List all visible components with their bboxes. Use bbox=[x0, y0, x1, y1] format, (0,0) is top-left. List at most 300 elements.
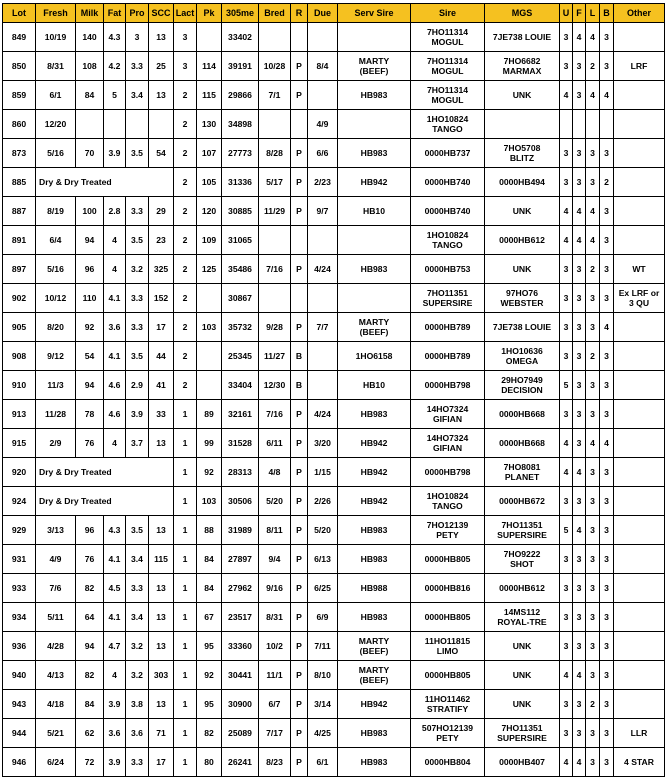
cell-lot: 944 bbox=[3, 719, 36, 748]
cell-serv-sire-line: HB942 bbox=[360, 495, 388, 506]
cell-b: 3 bbox=[600, 400, 614, 429]
cell-sire bbox=[411, 516, 485, 545]
cell-l: 3 bbox=[586, 168, 600, 197]
cell-l: 3 bbox=[586, 719, 600, 748]
cell-sire-line: MOGUL bbox=[431, 66, 464, 76]
cell-lact: 2 bbox=[174, 255, 197, 284]
table-row bbox=[3, 429, 665, 458]
cell-sire-line: GIFIAN bbox=[432, 443, 463, 453]
cell-milk: 82 bbox=[76, 661, 104, 690]
cell-due: 8/4 bbox=[308, 52, 338, 81]
cell-lot: 936 bbox=[3, 632, 36, 661]
cell-other bbox=[614, 516, 665, 545]
cell-sire bbox=[411, 139, 485, 168]
cell-r: P bbox=[291, 603, 308, 632]
cell-serv-sire bbox=[338, 574, 411, 603]
cell-bred: 8/11 bbox=[259, 516, 291, 545]
cell-me305: 25345 bbox=[222, 342, 259, 371]
cell-u: 3 bbox=[560, 284, 573, 313]
cell-sire-line: MOGUL bbox=[431, 95, 464, 105]
cell-lact: 3 bbox=[174, 23, 197, 52]
cell-b: 3 bbox=[600, 632, 614, 661]
cell-mgs-line: 0000HB612 bbox=[499, 234, 545, 245]
cell-r: P bbox=[291, 458, 308, 487]
cell-mgs bbox=[485, 342, 560, 371]
cell-r: P bbox=[291, 748, 308, 777]
cell-me305: 30900 bbox=[222, 690, 259, 719]
cell-milk: 96 bbox=[76, 255, 104, 284]
cell-mgs bbox=[485, 458, 560, 487]
cell-mgs-line: 7JE738 LOUIE bbox=[492, 321, 552, 332]
column-header: Pro bbox=[126, 4, 149, 23]
cell-u: 3 bbox=[560, 168, 573, 197]
cell-sire bbox=[411, 284, 485, 313]
cell-serv-sire-line: HB942 bbox=[360, 176, 388, 187]
header-row bbox=[3, 4, 665, 23]
column-header: Sire bbox=[411, 4, 485, 23]
cell-bred bbox=[259, 23, 291, 52]
cell-serv-sire bbox=[338, 516, 411, 545]
cell-serv-sire-line: HB983 bbox=[360, 147, 388, 158]
cell-me305: 34898 bbox=[222, 110, 259, 139]
cell-sire-line: SUPERSIRE bbox=[422, 298, 473, 308]
cell-l bbox=[586, 110, 600, 139]
cell-lot: 859 bbox=[3, 81, 36, 110]
cell-pk: 130 bbox=[197, 110, 222, 139]
cell-l: 3 bbox=[586, 313, 600, 342]
cell-mgs bbox=[485, 23, 560, 52]
cell-l: 3 bbox=[586, 371, 600, 400]
cell-serv-sire bbox=[338, 661, 411, 690]
cell-other bbox=[614, 371, 665, 400]
cell-pk: 103 bbox=[197, 487, 222, 516]
cell-f: 3 bbox=[573, 168, 586, 197]
cell-mgs-line: 0000HB668 bbox=[499, 408, 545, 419]
cell-fresh: 10/19 bbox=[36, 23, 76, 52]
cell-due bbox=[308, 284, 338, 313]
cell-fresh: 11/28 bbox=[36, 400, 76, 429]
cell-b: 4 bbox=[600, 429, 614, 458]
cell-sire bbox=[411, 458, 485, 487]
cell-mgs-line: UNK bbox=[512, 263, 532, 274]
cell-pk bbox=[197, 284, 222, 313]
cell-sire-line: 0000HB737 bbox=[424, 147, 471, 158]
cell-u: 4 bbox=[560, 661, 573, 690]
cell-milk: 78 bbox=[76, 400, 104, 429]
table-row bbox=[3, 632, 665, 661]
cell-mgs-line: 7HO8081 bbox=[503, 461, 541, 472]
cell-sire-line: TANGO bbox=[432, 240, 463, 250]
table-row bbox=[3, 139, 665, 168]
column-header: Milk bbox=[76, 4, 104, 23]
cell-me305: 30867 bbox=[222, 284, 259, 313]
cell-due: 7/7 bbox=[308, 313, 338, 342]
cell-sire-line: 11HO11462 bbox=[424, 693, 471, 704]
cell-other bbox=[614, 23, 665, 52]
cell-pro: 3.5 bbox=[126, 139, 149, 168]
cell-f: 3 bbox=[573, 487, 586, 516]
cell-r bbox=[291, 110, 308, 139]
cell-u: 3 bbox=[560, 690, 573, 719]
cell-serv-sire-line: HB983 bbox=[360, 611, 388, 622]
cell-mgs-line: DECISION bbox=[501, 385, 543, 395]
table-row bbox=[3, 255, 665, 284]
cell-due: 3/14 bbox=[308, 690, 338, 719]
cell-u: 3 bbox=[560, 313, 573, 342]
cell-sire bbox=[411, 52, 485, 81]
cell-sire-line: 0000HB740 bbox=[424, 176, 471, 187]
cell-lact: 2 bbox=[174, 313, 197, 342]
cell-bred bbox=[259, 110, 291, 139]
column-header: Pk bbox=[197, 4, 222, 23]
cell-serv-sire-line: (BEEF) bbox=[359, 646, 389, 656]
cell-fresh: Dry & Dry Treated bbox=[36, 458, 174, 487]
cell-b: 2 bbox=[600, 168, 614, 197]
cell-sire bbox=[411, 168, 485, 197]
cell-mgs-line: BLITZ bbox=[509, 153, 535, 163]
cell-u bbox=[560, 110, 573, 139]
table-row bbox=[3, 719, 665, 748]
cell-b: 3 bbox=[600, 458, 614, 487]
table-row bbox=[3, 52, 665, 81]
cell-other-line: 3 QU bbox=[628, 298, 650, 308]
table-row bbox=[3, 110, 665, 139]
cell-sire bbox=[411, 400, 485, 429]
cell-sire-line: 0000HB804 bbox=[424, 756, 471, 767]
cell-b: 3 bbox=[600, 226, 614, 255]
cell-serv-sire bbox=[338, 313, 411, 342]
cell-r: P bbox=[291, 516, 308, 545]
cell-f: 3 bbox=[573, 400, 586, 429]
table-row bbox=[3, 458, 665, 487]
cell-pk: 114 bbox=[197, 52, 222, 81]
cell-other bbox=[614, 690, 665, 719]
cell-fat: 4 bbox=[104, 661, 126, 690]
cell-lot: 946 bbox=[3, 748, 36, 777]
cell-serv-sire-line: MARTY bbox=[358, 55, 390, 66]
cell-sire-line: 14HO7324 bbox=[426, 403, 469, 414]
table-row bbox=[3, 313, 665, 342]
cell-fresh: 8/20 bbox=[36, 313, 76, 342]
cell-due: 5/20 bbox=[308, 516, 338, 545]
cell-pk: 115 bbox=[197, 81, 222, 110]
cell-b: 3 bbox=[600, 661, 614, 690]
cell-mgs bbox=[485, 661, 560, 690]
table-row bbox=[3, 487, 665, 516]
cell-milk: 54 bbox=[76, 342, 104, 371]
cell-u: 3 bbox=[560, 487, 573, 516]
cell-r: B bbox=[291, 342, 308, 371]
cell-u: 3 bbox=[560, 139, 573, 168]
cell-b: 3 bbox=[600, 603, 614, 632]
cell-u: 3 bbox=[560, 52, 573, 81]
cell-other bbox=[614, 81, 665, 110]
cell-u: 4 bbox=[560, 458, 573, 487]
cell-other bbox=[614, 429, 665, 458]
cell-mgs-line: 0000HB672 bbox=[499, 495, 545, 506]
cell-sire-line: 7HO11314 bbox=[426, 26, 469, 37]
cell-mgs bbox=[485, 632, 560, 661]
cell-mgs-line: 0000HB407 bbox=[499, 756, 545, 767]
cell-sire bbox=[411, 719, 485, 748]
cell-sire bbox=[411, 23, 485, 52]
cell-sire bbox=[411, 574, 485, 603]
cell-mgs bbox=[485, 748, 560, 777]
cell-due bbox=[308, 226, 338, 255]
cell-r: P bbox=[291, 719, 308, 748]
cell-fresh: 5/11 bbox=[36, 603, 76, 632]
cell-pk: 67 bbox=[197, 603, 222, 632]
table-row bbox=[3, 545, 665, 574]
cell-sire bbox=[411, 661, 485, 690]
cell-pro: 3.3 bbox=[126, 313, 149, 342]
cell-other bbox=[614, 342, 665, 371]
cell-u: 3 bbox=[560, 400, 573, 429]
cell-b: 3 bbox=[600, 139, 614, 168]
cell-fresh: 6/1 bbox=[36, 81, 76, 110]
cell-sire-line: 0000HB816 bbox=[424, 582, 471, 593]
cell-me305: 35732 bbox=[222, 313, 259, 342]
cell-u: 4 bbox=[560, 226, 573, 255]
cell-lact: 1 bbox=[174, 487, 197, 516]
cell-pk: 103 bbox=[197, 313, 222, 342]
cell-lot: 934 bbox=[3, 603, 36, 632]
cell-fresh: 11/3 bbox=[36, 371, 76, 400]
cell-pro: 3 bbox=[126, 23, 149, 52]
cell-pk: 109 bbox=[197, 226, 222, 255]
cell-mgs-line: UNK bbox=[512, 205, 532, 216]
cell-l: 3 bbox=[586, 139, 600, 168]
cell-pro: 3.3 bbox=[126, 52, 149, 81]
cell-b: 3 bbox=[600, 197, 614, 226]
cell-due: 2/23 bbox=[308, 168, 338, 197]
cell-other-line: 4 STAR bbox=[624, 756, 654, 767]
cell-lact: 1 bbox=[174, 516, 197, 545]
cell-serv-sire-line: (BEEF) bbox=[359, 66, 389, 76]
cell-fat: 4.6 bbox=[104, 371, 126, 400]
cell-lact: 1 bbox=[174, 458, 197, 487]
cell-pro: 3.5 bbox=[126, 226, 149, 255]
cell-r: P bbox=[291, 139, 308, 168]
cell-f: 3 bbox=[573, 371, 586, 400]
table-row bbox=[3, 661, 665, 690]
cell-r: P bbox=[291, 632, 308, 661]
cell-milk: 72 bbox=[76, 748, 104, 777]
cell-mgs-line: UNK bbox=[512, 698, 532, 709]
table-row bbox=[3, 748, 665, 777]
cell-mgs bbox=[485, 545, 560, 574]
cell-me305: 27773 bbox=[222, 139, 259, 168]
cell-lact: 1 bbox=[174, 429, 197, 458]
cell-b: 3 bbox=[600, 748, 614, 777]
cell-bred: 8/23 bbox=[259, 748, 291, 777]
cell-lact: 1 bbox=[174, 690, 197, 719]
cell-r: P bbox=[291, 52, 308, 81]
cell-u: 4 bbox=[560, 197, 573, 226]
cell-pk: 99 bbox=[197, 429, 222, 458]
cell-scc: 13 bbox=[149, 603, 174, 632]
cell-serv-sire-line: HB983 bbox=[360, 524, 388, 535]
cell-lot: 850 bbox=[3, 52, 36, 81]
cell-me305: 33404 bbox=[222, 371, 259, 400]
cell-sire-line: 11HO11815 bbox=[424, 635, 471, 646]
column-header: MGS bbox=[485, 4, 560, 23]
cell-due: 3/20 bbox=[308, 429, 338, 458]
cell-due bbox=[308, 342, 338, 371]
cell-lact: 1 bbox=[174, 719, 197, 748]
cell-due bbox=[308, 81, 338, 110]
cell-r bbox=[291, 23, 308, 52]
cell-r: P bbox=[291, 168, 308, 197]
cell-lact: 2 bbox=[174, 81, 197, 110]
cell-other bbox=[614, 197, 665, 226]
cell-pk: 105 bbox=[197, 168, 222, 197]
cell-r: P bbox=[291, 487, 308, 516]
cell-fat: 3.9 bbox=[104, 748, 126, 777]
cell-serv-sire bbox=[338, 226, 411, 255]
cell-mgs bbox=[485, 603, 560, 632]
cell-fresh: 4/9 bbox=[36, 545, 76, 574]
cell-sire-line: 1HO10824 bbox=[426, 229, 469, 240]
cell-pro: 3.2 bbox=[126, 632, 149, 661]
cell-mgs-line: UNK bbox=[512, 89, 532, 100]
cell-r: P bbox=[291, 429, 308, 458]
cell-lot: 887 bbox=[3, 197, 36, 226]
cell-b: 3 bbox=[600, 23, 614, 52]
cell-serv-sire-line: HB983 bbox=[360, 89, 388, 100]
cell-lot: 885 bbox=[3, 168, 36, 197]
cell-other bbox=[614, 545, 665, 574]
cell-scc: 13 bbox=[149, 516, 174, 545]
cell-scc: 29 bbox=[149, 197, 174, 226]
cell-serv-sire-line: (BEEF) bbox=[359, 675, 389, 685]
cell-mgs bbox=[485, 371, 560, 400]
cell-u: 3 bbox=[560, 23, 573, 52]
cell-serv-sire bbox=[338, 603, 411, 632]
cell-fat: 3.6 bbox=[104, 719, 126, 748]
cell-scc: 71 bbox=[149, 719, 174, 748]
cell-f: 3 bbox=[573, 574, 586, 603]
cell-fat: 4 bbox=[104, 226, 126, 255]
cell-scc: 115 bbox=[149, 545, 174, 574]
cell-scc: 13 bbox=[149, 81, 174, 110]
cell-sire bbox=[411, 603, 485, 632]
cell-sire-line: 14HO7324 bbox=[426, 432, 469, 443]
cell-l: 3 bbox=[586, 487, 600, 516]
cell-mgs-line: WEBSTER bbox=[500, 298, 544, 308]
cell-bred: 9/4 bbox=[259, 545, 291, 574]
cell-pk: 84 bbox=[197, 545, 222, 574]
cell-mgs-line: MARMAX bbox=[502, 66, 542, 76]
cell-fresh: 3/13 bbox=[36, 516, 76, 545]
table-row bbox=[3, 516, 665, 545]
cell-me305: 31528 bbox=[222, 429, 259, 458]
cell-mgs-line: UNK bbox=[512, 640, 532, 651]
cell-scc: 325 bbox=[149, 255, 174, 284]
cell-fresh: 6/4 bbox=[36, 226, 76, 255]
cell-sire-line: 0000HB805 bbox=[424, 669, 471, 680]
cell-lot: 908 bbox=[3, 342, 36, 371]
cell-b: 3 bbox=[600, 342, 614, 371]
cell-r: P bbox=[291, 661, 308, 690]
cell-due: 2/26 bbox=[308, 487, 338, 516]
cell-milk: 62 bbox=[76, 719, 104, 748]
cell-due: 6/13 bbox=[308, 545, 338, 574]
cell-scc: 33 bbox=[149, 400, 174, 429]
cell-fresh: 8/19 bbox=[36, 197, 76, 226]
column-header: U bbox=[560, 4, 573, 23]
cell-f: 4 bbox=[573, 226, 586, 255]
cell-r: P bbox=[291, 81, 308, 110]
cell-fresh: 4/28 bbox=[36, 632, 76, 661]
cell-r: P bbox=[291, 255, 308, 284]
cell-fat: 3.9 bbox=[104, 139, 126, 168]
cell-due: 8/10 bbox=[308, 661, 338, 690]
cell-lact: 1 bbox=[174, 748, 197, 777]
column-header: Lot bbox=[3, 4, 36, 23]
cell-sire-line: 1HO10824 bbox=[426, 113, 469, 124]
cell-milk: 82 bbox=[76, 574, 104, 603]
cell-fresh: 6/24 bbox=[36, 748, 76, 777]
cell-bred: 7/17 bbox=[259, 719, 291, 748]
cell-f: 3 bbox=[573, 429, 586, 458]
cell-fat: 4.1 bbox=[104, 342, 126, 371]
cell-mgs-line: 1HO10636 bbox=[501, 345, 543, 356]
cell-bred bbox=[259, 284, 291, 313]
table-row bbox=[3, 574, 665, 603]
cell-pro: 3.6 bbox=[126, 719, 149, 748]
cell-f: 4 bbox=[573, 23, 586, 52]
cell-fresh: 4/18 bbox=[36, 690, 76, 719]
table-row bbox=[3, 371, 665, 400]
column-header: Other bbox=[614, 4, 665, 23]
cell-lact: 1 bbox=[174, 574, 197, 603]
cell-bred: 5/17 bbox=[259, 168, 291, 197]
cell-f: 4 bbox=[573, 748, 586, 777]
cell-lot: 891 bbox=[3, 226, 36, 255]
cell-pro: 2.9 bbox=[126, 371, 149, 400]
cell-me305: 39191 bbox=[222, 52, 259, 81]
cell-pro: 3.3 bbox=[126, 748, 149, 777]
cell-pro: 3.5 bbox=[126, 342, 149, 371]
cell-l: 2 bbox=[586, 52, 600, 81]
cell-lact: 2 bbox=[174, 226, 197, 255]
cell-f bbox=[573, 110, 586, 139]
cell-other bbox=[614, 748, 665, 777]
cell-l: 2 bbox=[586, 690, 600, 719]
cell-lact: 3 bbox=[174, 52, 197, 81]
cell-me305: 33360 bbox=[222, 632, 259, 661]
cell-f: 3 bbox=[573, 545, 586, 574]
cell-fresh: Dry & Dry Treated bbox=[36, 487, 174, 516]
cell-sire-line: STRATIFY bbox=[426, 704, 469, 714]
cell-pro: 3.3 bbox=[126, 284, 149, 313]
cell-lot: 931 bbox=[3, 545, 36, 574]
cell-mgs bbox=[485, 313, 560, 342]
cell-f: 3 bbox=[573, 284, 586, 313]
cell-me305: 32161 bbox=[222, 400, 259, 429]
cell-serv-sire bbox=[338, 255, 411, 284]
cell-pro: 3.2 bbox=[126, 661, 149, 690]
cell-f: 3 bbox=[573, 81, 586, 110]
cell-fresh: 5/16 bbox=[36, 139, 76, 168]
cell-milk: 94 bbox=[76, 632, 104, 661]
cell-fresh: Dry & Dry Treated bbox=[36, 168, 174, 197]
cell-f: 3 bbox=[573, 719, 586, 748]
cell-serv-sire-line: HB942 bbox=[360, 437, 388, 448]
cell-b: 3 bbox=[600, 487, 614, 516]
cell-serv-sire bbox=[338, 458, 411, 487]
